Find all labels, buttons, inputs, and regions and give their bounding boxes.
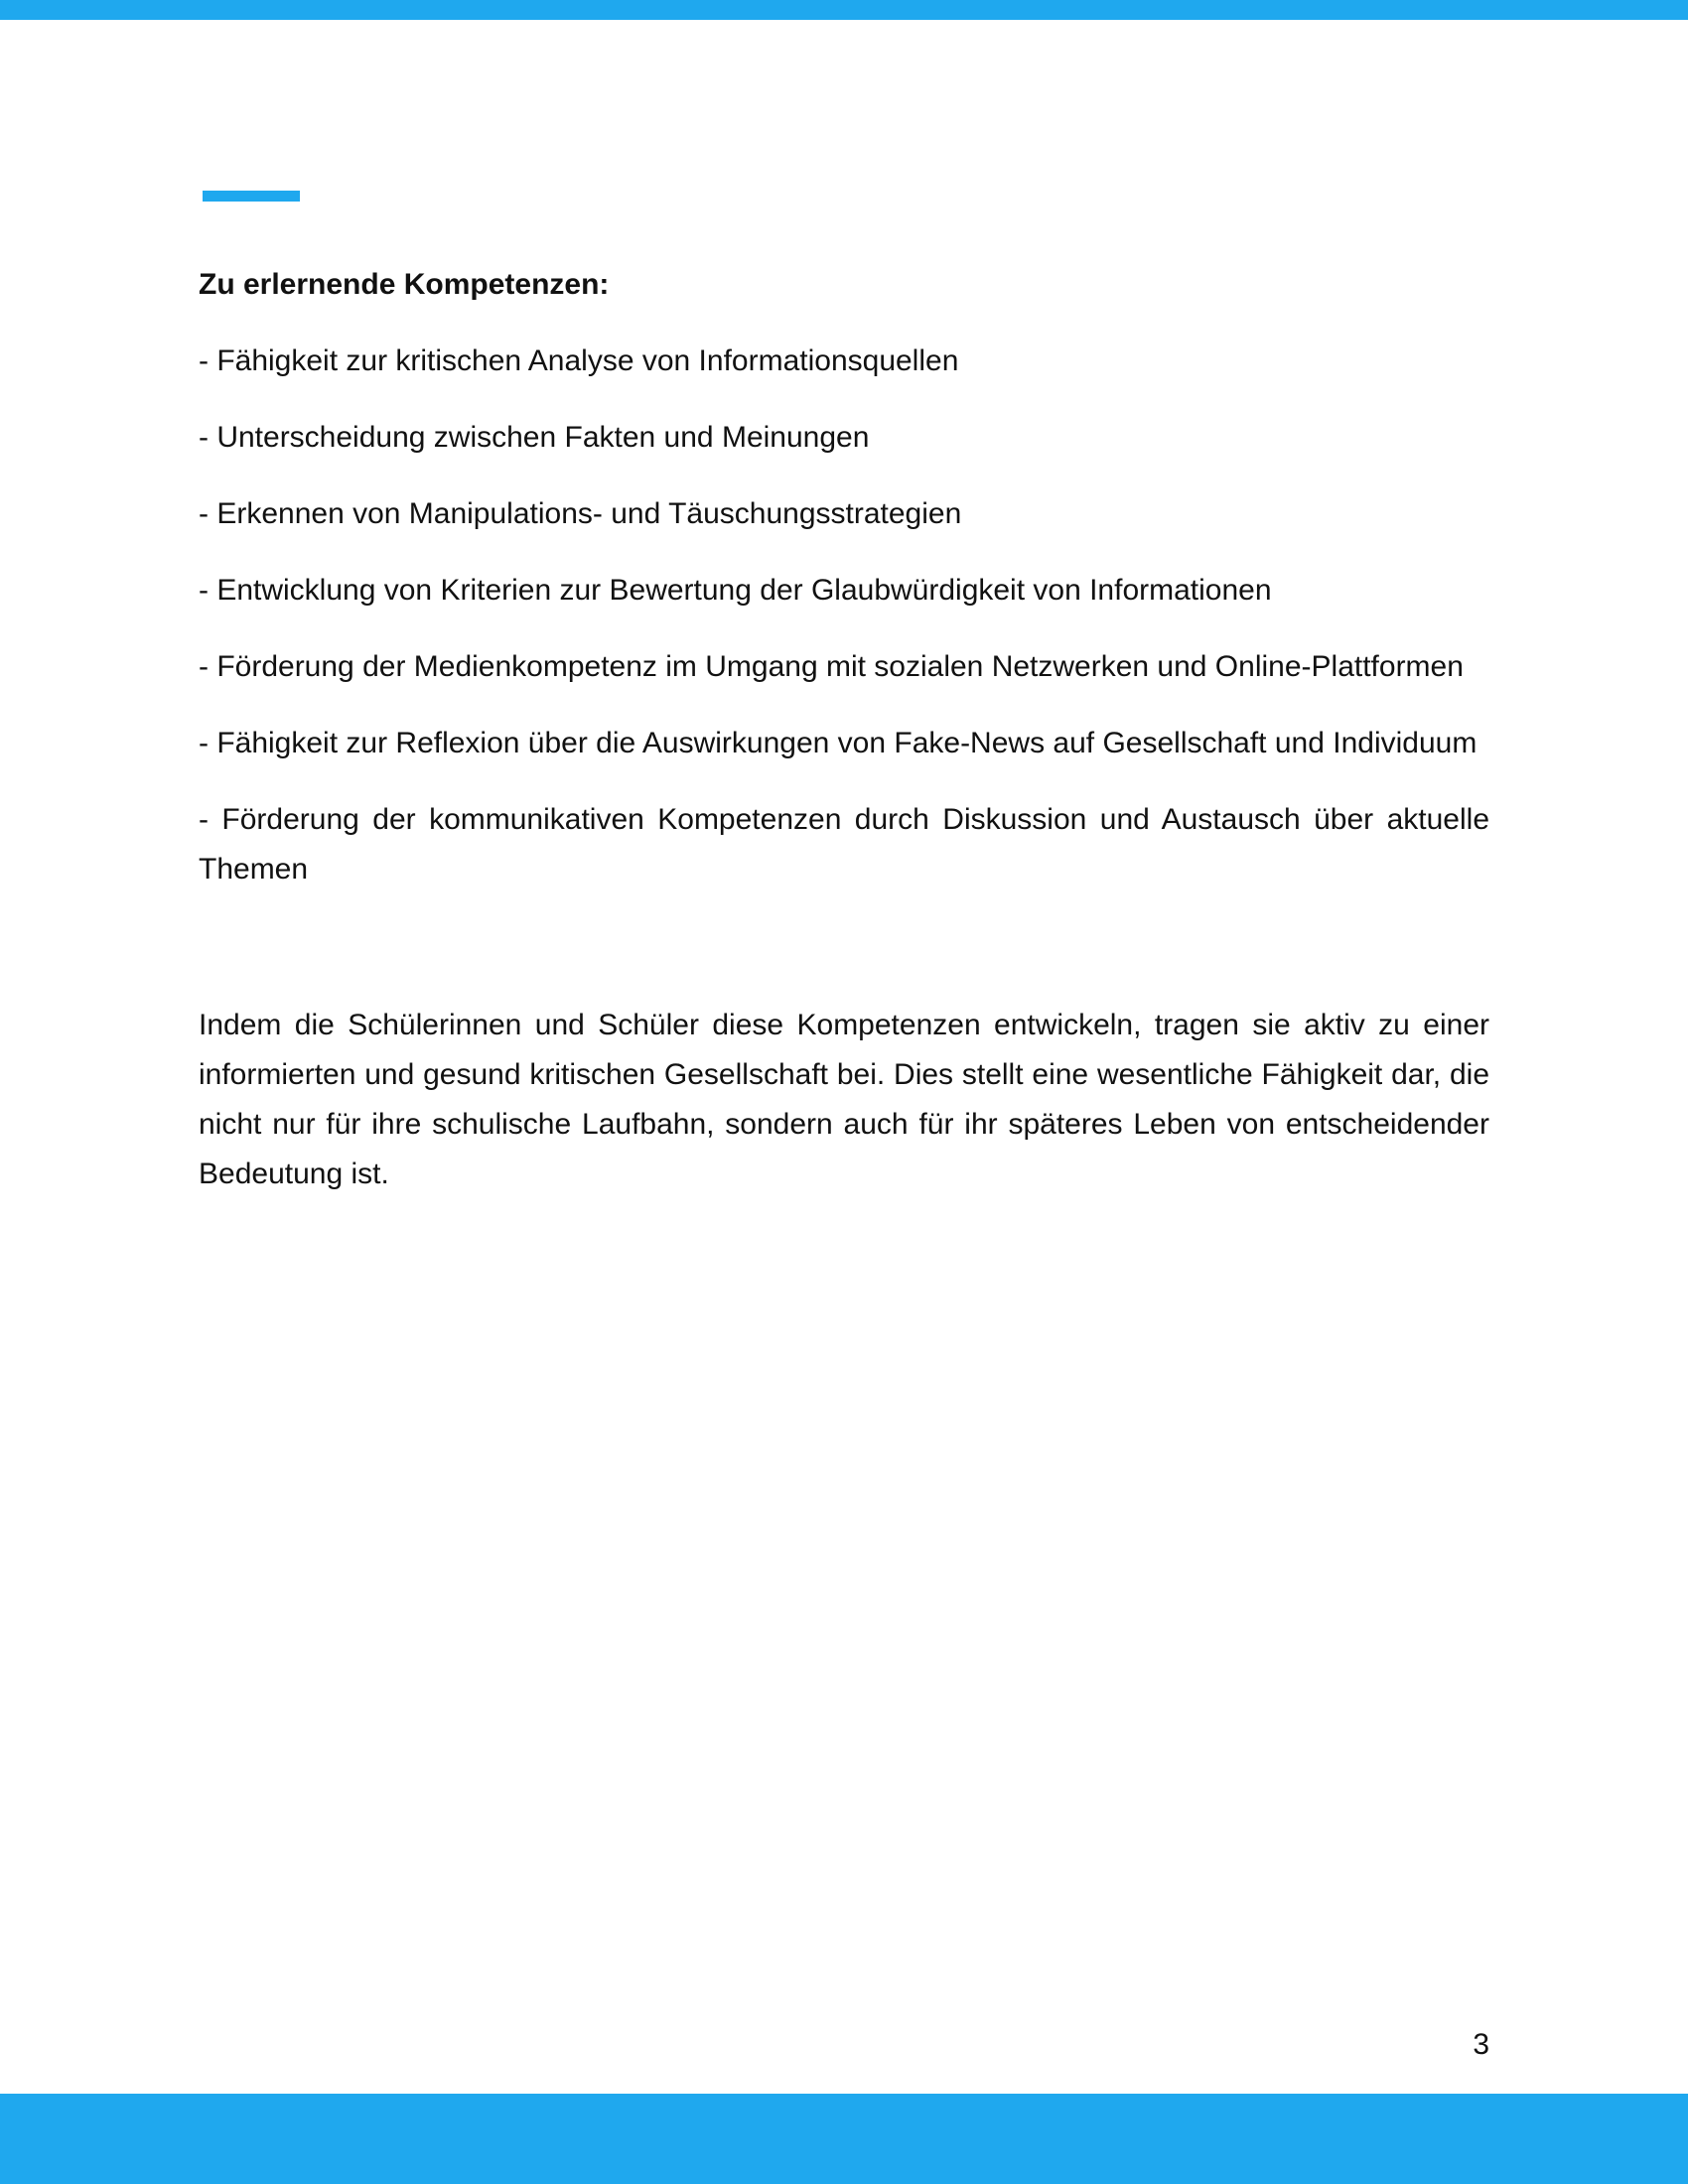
competence-list (199, 337, 1489, 894)
heading-accent-bar (203, 191, 300, 202)
page-content (199, 260, 1489, 1199)
list-item: - Fähigkeit zur Reflexion über die Auswirkungen von Fake-News auf Gesellschaft und Individuum (199, 727, 1477, 759)
list-item: - Förderung der kommunikativen Kompetenzen durch Diskussion und Austausch über aktuelle Themen (199, 803, 1489, 886)
bottom-accent-band (0, 2094, 1688, 2184)
list-item: - Unterscheidung zwischen Fakten und Meinungen (199, 421, 870, 454)
top-accent-band (0, 0, 1688, 20)
page-number: 3 (1473, 2028, 1489, 2061)
list-item: - Erkennen von Manipulations- und Täuschungsstrategien (199, 497, 962, 530)
list-item: - Förderung der Medienkompetenz im Umgang mit sozialen Netzwerken und Online-Plattformen (199, 650, 1464, 683)
list-item: - Fähigkeit zur kritischen Analyse von Informationsquellen (199, 344, 959, 377)
section-heading: Zu erlernende Kompetenzen: (199, 268, 610, 301)
summary-paragraph: Indem die Schülerinnen und Schüler diese Kompetenzen entwickeln, tragen sie aktiv zu einer informierten und gesund kritischen Gesellschaft bei. Dies stellt eine wesentliche Fähigkeit dar, die nicht nur für ihre schulische Laufbahn, sondern auch für ihr späteres Leben von entscheidender Bedeutung ist. (199, 1009, 1489, 1190)
list-item: - Entwicklung von Kriterien zur Bewertung der Glaubwürdigkeit von Informationen (199, 574, 1272, 607)
